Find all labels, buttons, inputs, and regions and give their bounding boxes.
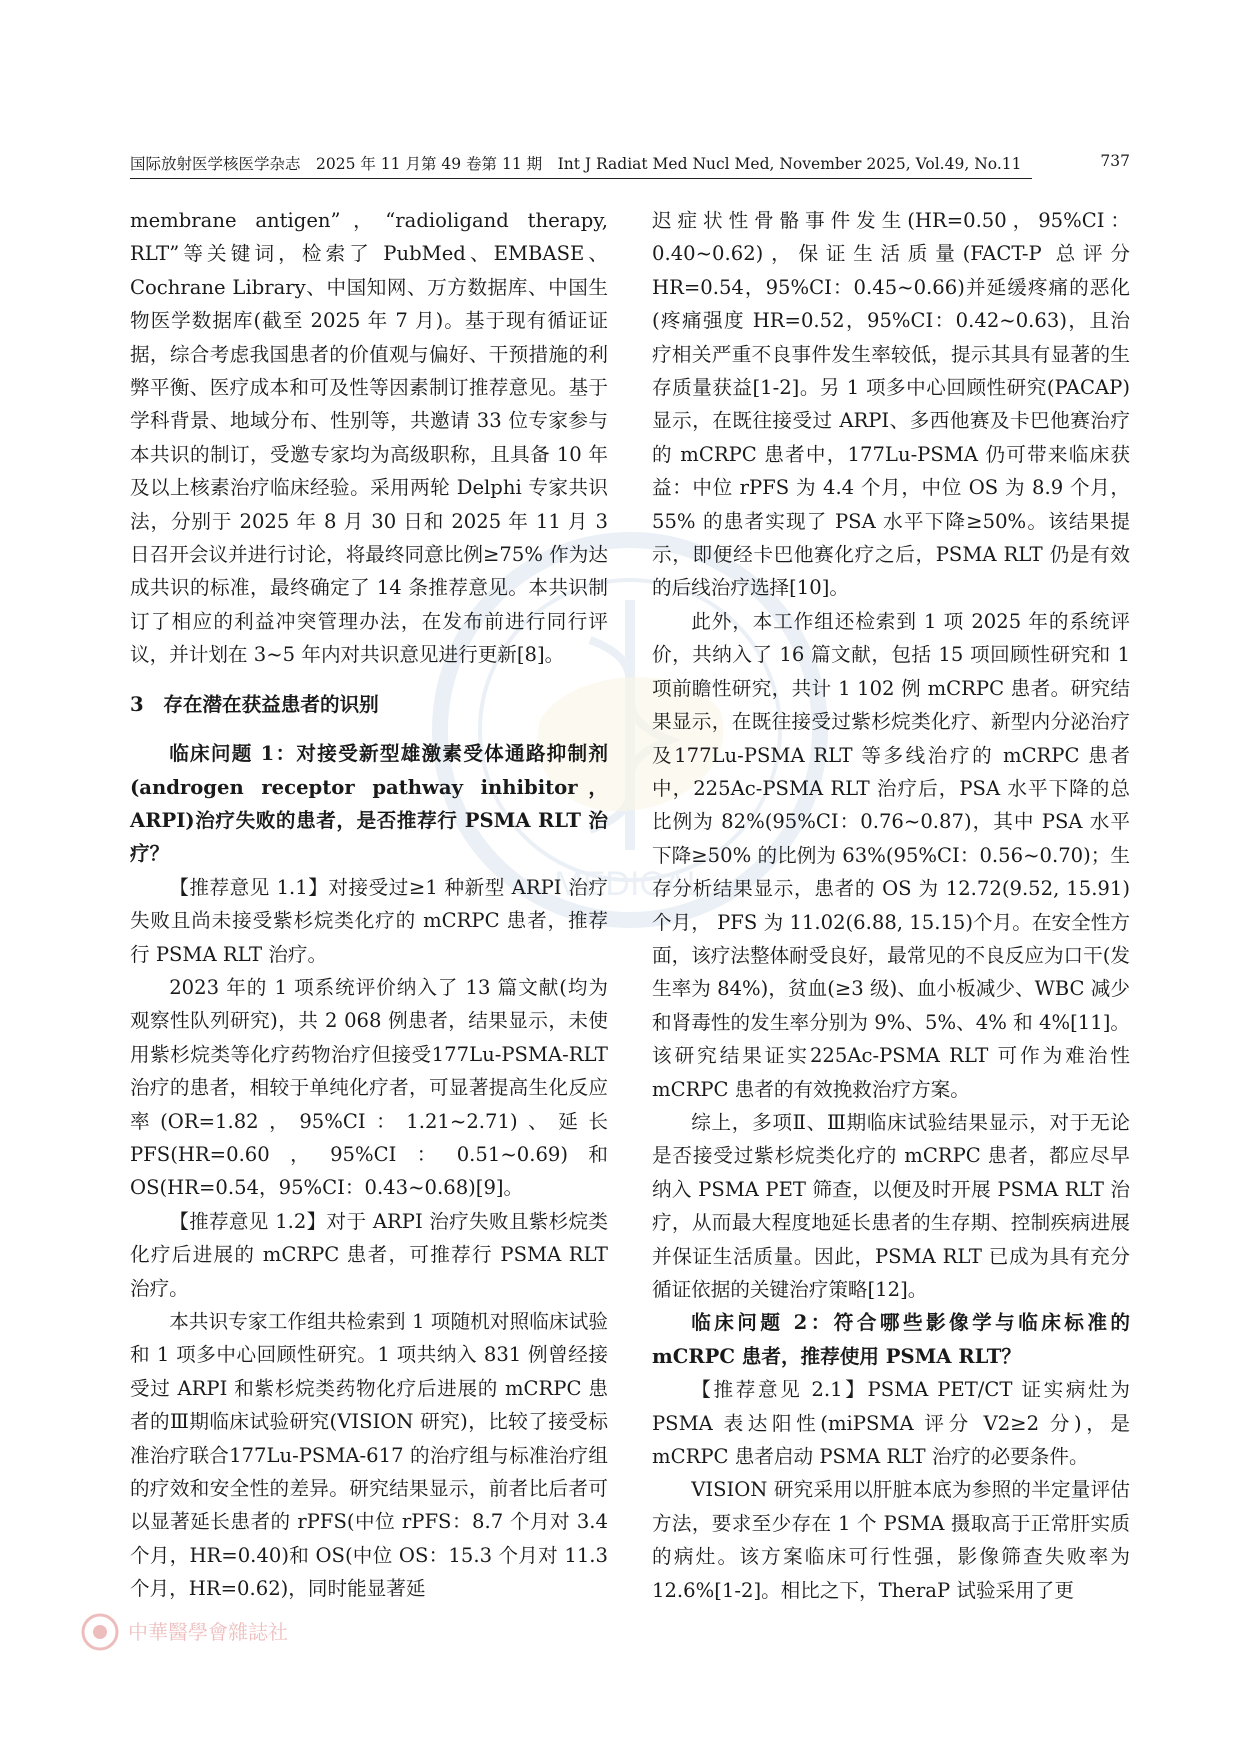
paragraph: 综上，多项Ⅱ、Ⅲ期临床试验结果显示，对于无论是否接受过紫杉烷类化疗的 mCRPC 患者，都应尽早纳入 PSMA PET 筛查，以便及时开展 PSMA RLT 治疗，从而最大程度地延长患者的生存期、控制疾病进展并保证生活质量。因此，PSMA RLT 已成为具有充分循证依据的关键治疗策略[12]。	[652, 1110, 1130, 1301]
paragraph: 此外，本工作组还检索到 1 项 2025 年的系统评价，共纳入了 16 篇文献，包括 15 项回顾性研究和 1 项前瞻性研究，共计 1 102 例 mCRPC 患者。研究结果显示，在既往接受过紫杉烷类化疗、新型内分泌治疗及177Lu-PSMA RLT 等多线治疗的 mCRPC 患者中，225Ac-PSMA RLT 治疗后，PSA 水平下降的总比例为 82%(95%CI：0.76~0.87)，其中 PSA 水平下降≥50% 的比例为 63%(95%CI：0.56~0.70)；生存分析结果显示，患者的 OS 为 12.72(9.52, 15.91)个月， PFS 为 11.02(6.88, 15.15)个月。在安全性方面，该疗法整体耐受良好，最常见的不良反应为口干(发生率为 84%)，贫血(≥3 级)、血小板减少、WBC 减少和肾毒性的发生率分别为 9%、5%、4% 和 4%[11]。该研究结果证实225Ac-PSMA RLT 可作为难治性 mCRPC 患者的有效挽救治疗方案。	[652, 609, 1130, 1101]
clinical-question: 临床问题 1：对接受新型雄激素受体通路抑制剂(androgen receptor pathway inhibitor，ARPI)治疗失败的患者，是否推荐行 PSMA RLT 治疗？	[130, 742, 608, 866]
paragraph: membrane antigen”，“radioligand therapy, RLT”等关键词，检索了 PubMed、EMBASE、Cochrane Library、中国知网、万方数据库、中国生物医学数据库(截至 2025 年 7 月)。基于现有循证证据，综合考虑我国患者的价值观与偏好、干预措施的利弊平衡、医疗成本和可及性等因素制订推荐意见。基于学科背景、地域分布、性别等，共邀请 33 位专家参与本共识的制订，受邀专家均为高级职称，且具备 10 年及以上核素治疗临床经验。采用两轮 Delphi 专家共识法，分别于 2025 年 8 月 30 日和 2025 年 11 月 3 日召开会议并进行讨论，将最终同意比例≥75% 作为达成共识的标准，最终确定了 14 条推荐意见。本共识制订了相应的利益冲突管理办法，在发布前进行同行评议，并计划在 3~5 年内对共识意见进行更新[8]。	[130, 209, 608, 667]
page-number: 737	[1100, 152, 1130, 170]
svg-text:MEDICAL: MEDICAL	[554, 865, 706, 903]
recommendation: 【推荐意见 1.2】对于 ARPI 治疗失败且紫杉烷类化疗后进展的 mCRPC 患者，可推荐行 PSMA RLT 治疗。	[130, 1209, 608, 1300]
right-column	[652, 204, 1130, 1607]
header-rule	[130, 178, 1032, 179]
publisher-logo-icon	[80, 1612, 500, 1652]
section-heading: 3 存在潜在获益患者的识别	[130, 692, 379, 716]
recommendation: 【推荐意见 1.1】对接受过≥1 种新型 ARPI 治疗失败且尚未接受紫杉烷类化疗的 mCRPC 患者，推荐行 PSMA RLT 治疗。	[130, 875, 608, 966]
running-header	[130, 152, 1130, 176]
paragraph: VISION 研究采用以肝脏本底为参照的半定量评估方法，要求至少存在 1 个 PSMA 摄取高于正常肝实质的病灶。该方案临床可行性强，影像筛查失败率为 12.6%[1-2]。相比之下，TheraP 试验采用了更	[652, 1478, 1130, 1602]
paragraph: 本共识专家工作组共检索到 1 项随机对照临床试验和 1 项多中心回顾性研究。1 项共纳入 831 例曾经接受过 ARPI 和紫杉烷类药物化疗后进展的 mCRPC 患者的Ⅲ期临床试验研究(VISION 研究)，比较了接受标准治疗联合177Lu-PSMA-617 的治疗组与标准治疗组的疗效和安全性的差异。研究结果显示，前者比后者可以显著延长患者的 rPFS(中位 rPFS：8.7 个月对 3.4 个月，HR=0.40)和 OS(中位 OS：15.3 个月对 11.3 个月，HR=0.62)，同时能显著延	[130, 1310, 608, 1601]
paragraph: 迟症状性骨骼事件发生(HR=0.50，95%CI：0.40~0.62)，保证生活质量(FACT-P 总评分 HR=0.54，95%CI：0.45~0.66)并延缓疼痛的恶化(疼痛强度 HR=0.52，95%CI：0.42~0.63)，且治疗相关严重不良事件发生率较低，提示其具有显著的生存质量获益[1-2]。另 1 项多中心回顾性研究(PACAP)显示，在既往接受过 ARPI、多西他赛及卡巴他赛治疗的 mCRPC 患者中，177Lu-PSMA 仍可带来临床获益：中位 rPFS 为 4.4 个月，中位 OS 为 8.9 个月，55% 的患者实现了 PSA 水平下降≥50%。该结果提示，即便经卡巴他赛化疗之后，PSMA RLT 仍是有效的后线治疗选择[10]。	[652, 209, 1130, 600]
left-column	[130, 204, 608, 1606]
paragraph: 2023 年的 1 项系统评价纳入了 13 篇文献(均为观察性队列研究)，共 2 068 例患者，结果显示，未使用紫杉烷类等化疗药物治疗但接受177Lu-PSMA-RLT 治疗的患者，相较于单纯化疗者，可显著提高生化反应率(OR=1.82，95%CI：1.21~2.71)、延长 PFS(HR=0.60，95%CI：0.51~0.69)和 OS(HR=0.54，95%CI：0.43~0.68)[9]。	[130, 975, 608, 1200]
clinical-question: 临床问题 2：符合哪些影像学与临床标准的 mCRPC 患者，推荐使用 PSMA RLT？	[652, 1311, 1130, 1368]
recommendation: 【推荐意见 2.1】PSMA PET/CT 证实病灶为 PSMA 表达阳性(miPSMA 评分 V2≥2 分)，是 mCRPC 患者启动 PSMA RLT 治疗的必要条件。	[652, 1378, 1130, 1469]
svg-text:中華醫學會雜誌社: 中華醫學會雜誌社	[128, 1620, 288, 1644]
journal-citation: 国际放射医学核医学杂志 2025 年 11 月第 49 卷第 11 期 Int J Radiat Med Nucl Med, November 2025, Vol.49, No.11	[130, 155, 1022, 173]
